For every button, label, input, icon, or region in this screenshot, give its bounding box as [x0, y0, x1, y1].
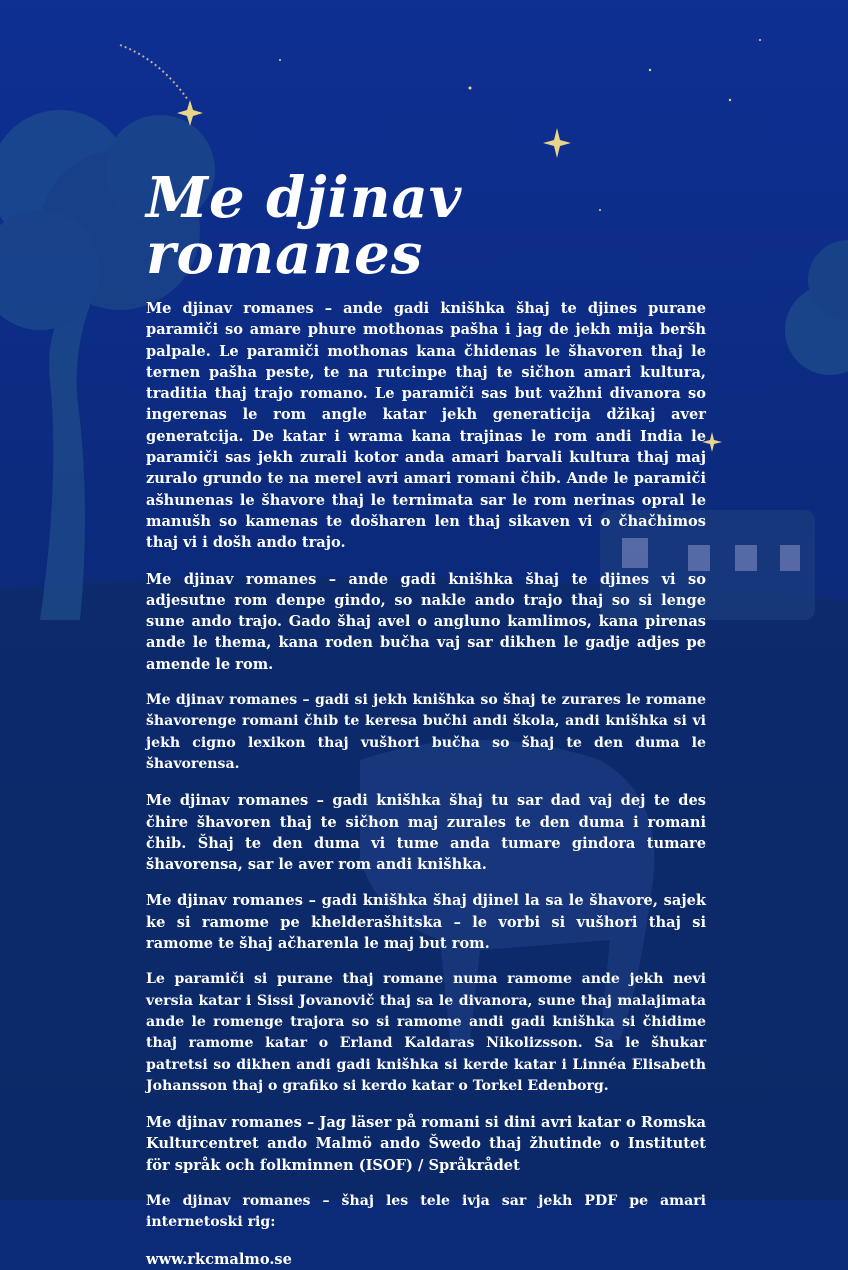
paragraph-intro: Me djinav romanes – ande gadi knišhka šhaj te djines purane paramiči so amare phure mothonas pašha i jag de jekh mija beršh palpale. Le paramiči mothonas kana čhidenas le šhavoren thaj le ternen pašha peste, te na rutcinpe thaj te sičhon amari kultura, traditia thaj trajo romano. Le paramiči sas but važhni divanora so ingerenas le rom angle katar jekh generaticija džikaj aver generatcija. De katar i wrama kana trajinas le rom andi India le paramiči sas jekh zurali kotor anda amari barvali kultura thaj maj zuralo grundo te na merel avri amari romani čhib. Ande le paramiči ašhunenas le šhavore thaj le ternimata sar le rom nerinas opral le manušh so kamenas te došharen len thaj sikaven vi o čhačhimos thaj vi i došh ando trajo.: [146, 300, 706, 552]
website-link[interactable]: www.rkcmalmo.se: [146, 1250, 292, 1268]
paragraph-school: Me djinav romanes – gadi si jekh knišhka so šhaj te zurares le romane šhavorenge romani čhib te keresa bučhi andi škola, andi knišhka si vi jekh cigno lexikon thaj vušhori bučha so šhaj te den duma le šhavorensa.: [146, 692, 706, 772]
paragraph-parents: Me djinav romanes – gadi knišhka šhaj tu sar dad vaj dej te des čhire šhavoren thaj te sičhon maj zurales te den duma i romani čhib. Šhaj te den duma vi tume anda tumare gindora tumare šhavorensa, sar le aver rom andi knišhka.: [146, 792, 706, 874]
paragraph-download: Me djinav romanes – šhaj les tele ivja sar jekh PDF pe amari internetoski rig:: [146, 1192, 706, 1231]
paragraph-dialect: Me djinav romanes – gadi knišhka šhaj djinel la sa le šhavore, sajek ke si ramome pe khelderašhitska – le vorbi si vušhori thaj si ramome te šhaj ačharenla le maj but rom.: [146, 892, 706, 953]
paragraph-today: Me djinav romanes – ande gadi knišhka šhaj te djines vi so adjesutne rom denpe gindo, so nakle ando trajo thaj so si lenge sune ando trajo. Gado šhaj avel o angluno kamlimos, kana pirenas ande le thema, kana roden bučha vaj sar dikhen le gadje adjes pe amende le rom.: [146, 570, 706, 673]
paragraph-publisher: Me djinav romanes – Jag läser på romani si dini avri katar o Romska Kulturcentret ando Malmö ando Šwedo thaj žhutinde o Institutet för språk och folkminnen (ISOF) / Språkrådet: [146, 1114, 706, 1174]
page-title: Me djinav romanes: [146, 165, 463, 287]
text-block: [146, 160, 706, 1270]
paragraph-credits: Le paramiči si purane thaj romane numa ramome ande jekh nevi versia katar i Sissi Jovanovič thaj sa le divanora, sune thaj malajimata ande le romenge trajora so si ramome andi gadi knišhka si čhidime thaj ramome katar o Erland Kaldaras Nikolizsson. Sa le šhukar patretsi so dikhen andi gadi knišhka si kerde katar i Linnéa Elisabeth Johansson thaj o grafiko si kerdo katar o Torkel Edenborg.: [146, 971, 706, 1094]
